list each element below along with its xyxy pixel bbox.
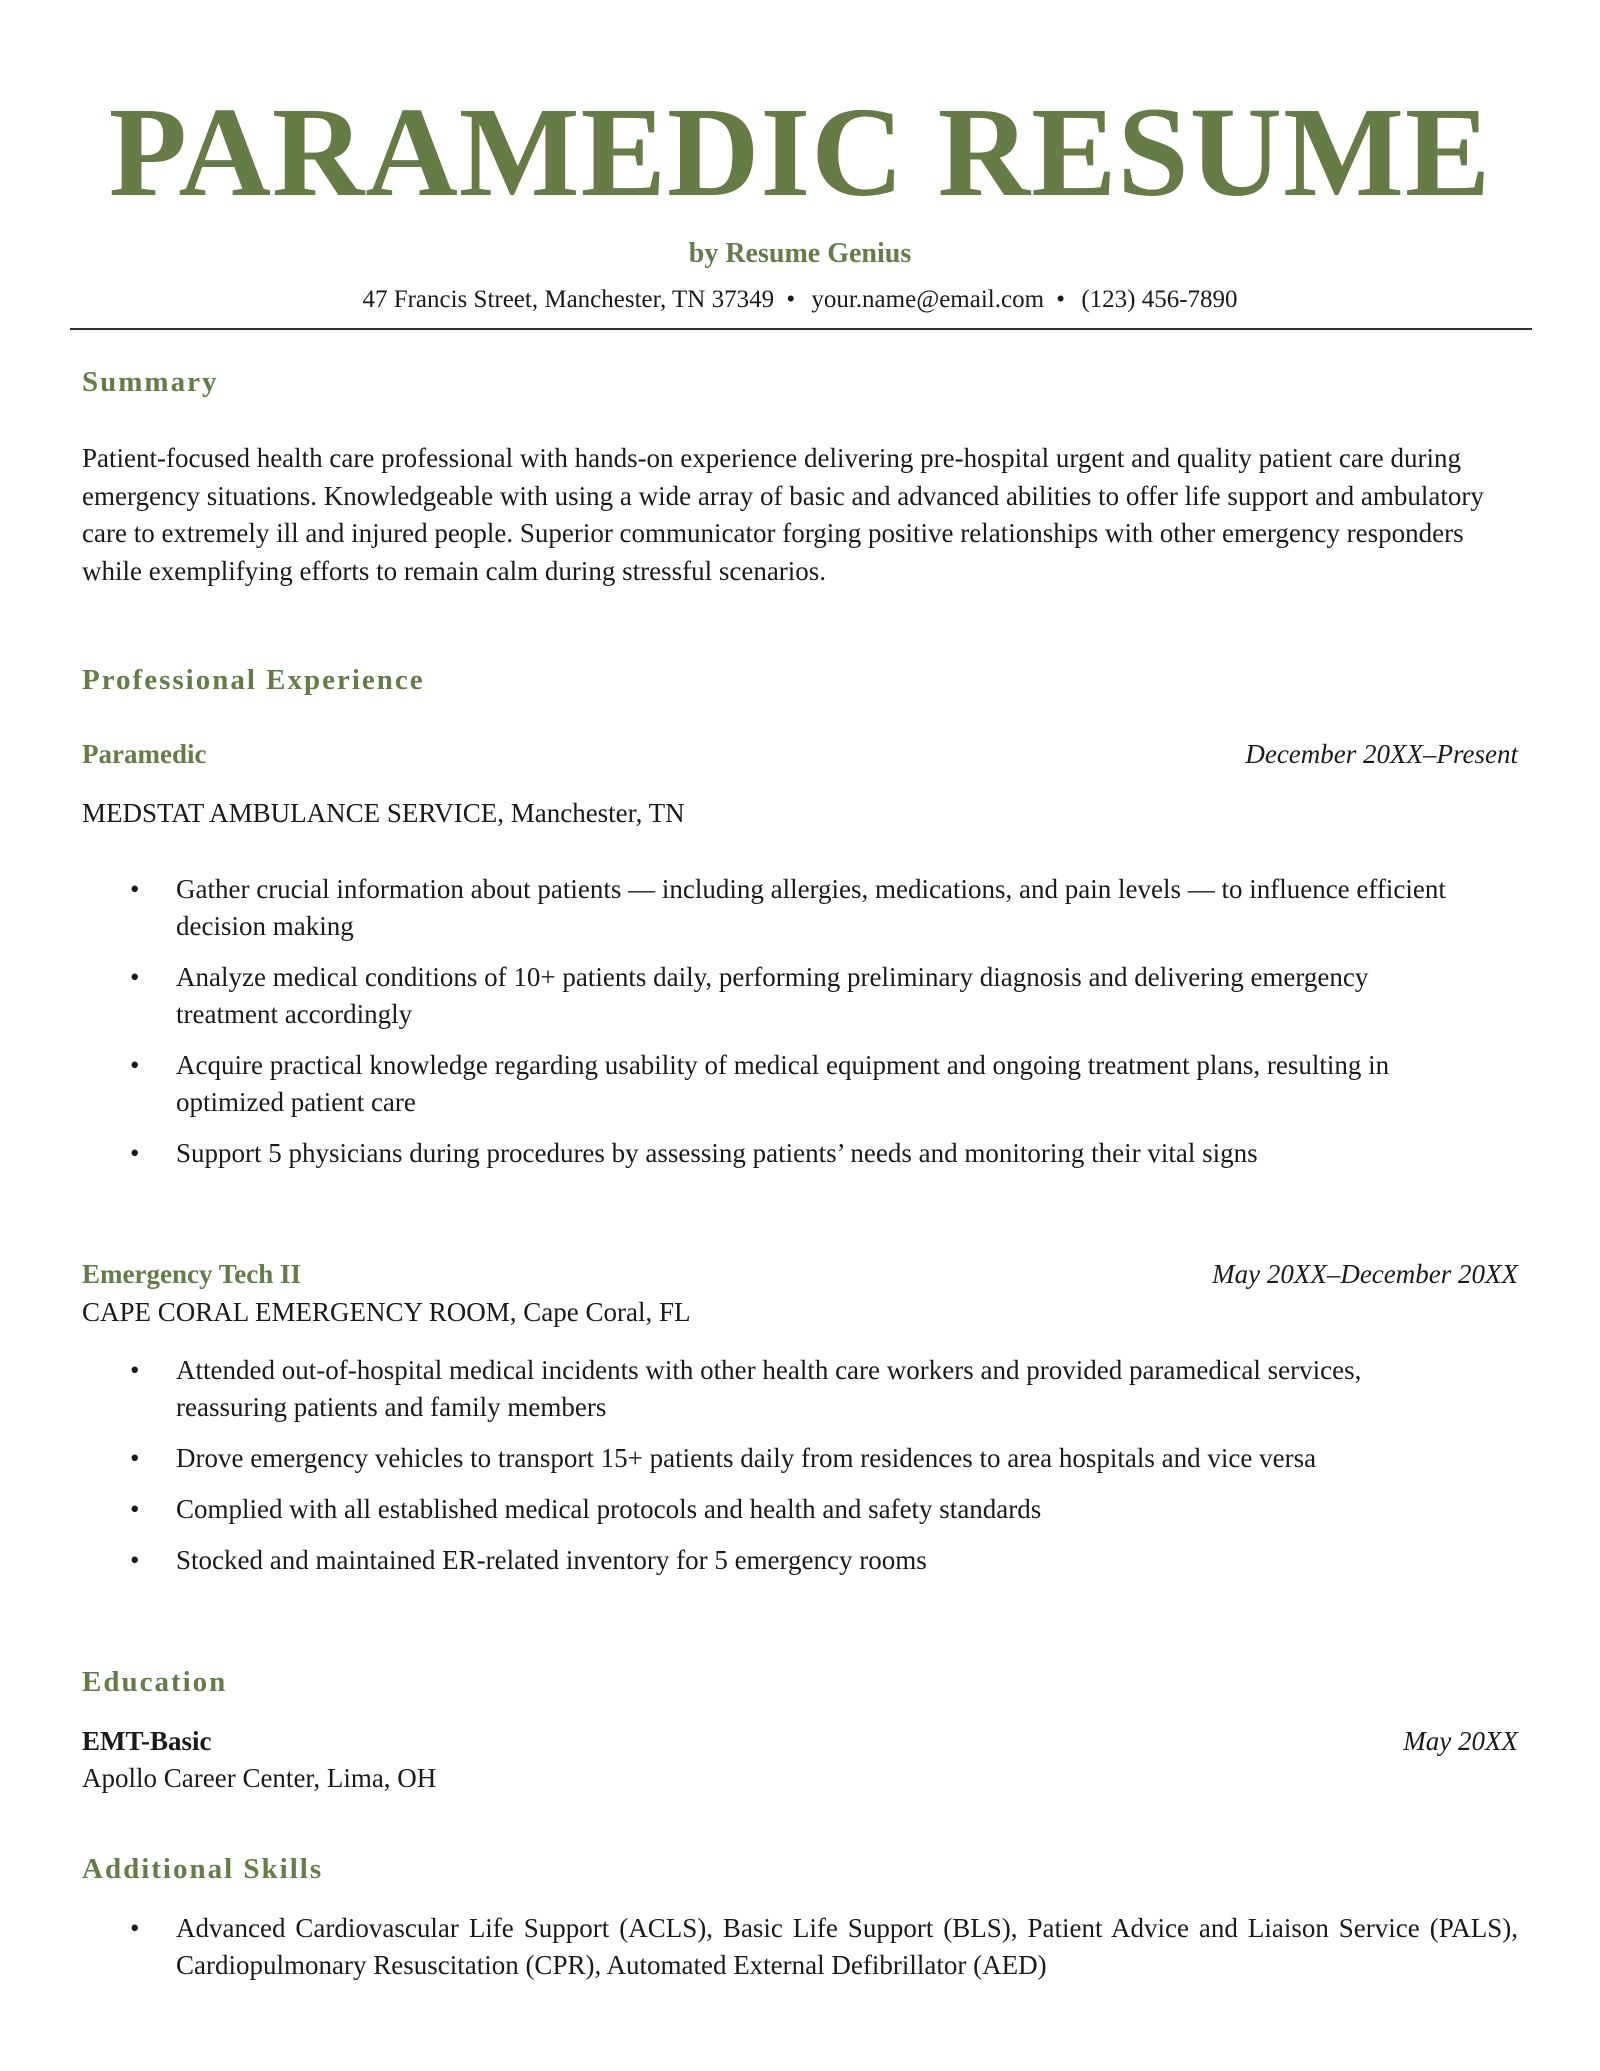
skills-list bbox=[82, 1910, 1522, 1998]
separator: • bbox=[786, 286, 796, 313]
experience-heading: Professional Experience bbox=[82, 664, 425, 696]
skill-item: • Advanced Cardiovascular Life Support (ACLS), Basic Life Support (BLS), Patient Advice and Liaison Service (PALS), Cardiopulmonary Resuscitation (CPR), Automated External Defibrillator (AED) bbox=[82, 1910, 1518, 1984]
bullet-item: • Complied with all established medical protocols and health and safety standards bbox=[82, 1491, 1451, 1528]
bullet-item: • Support 5 physicians during procedures by assessing patients’ needs and monitoring their vital signs bbox=[82, 1135, 1451, 1172]
education-header bbox=[82, 1726, 1518, 1757]
job-header bbox=[82, 739, 1518, 770]
job-employer: CAPE CORAL EMERGENCY ROOM, Cape Coral, FL bbox=[82, 1297, 691, 1327]
bullet-item: • Gather crucial information about patients — including allergies, medications, and pain levels — to influence efficient decision making bbox=[82, 871, 1451, 945]
contact-email: your.name@email.com bbox=[811, 286, 1045, 313]
job-dates: May 20XX–December 20XX bbox=[1212, 1259, 1518, 1289]
job-header bbox=[82, 1259, 1518, 1290]
job-bullets bbox=[82, 871, 1522, 1186]
degree: EMT-Basic bbox=[82, 1726, 212, 1756]
byline: by Resume Genius bbox=[688, 238, 912, 269]
separator: • bbox=[1056, 286, 1066, 313]
contact-address: 47 Francis Street, Manchester, TN 37349 bbox=[362, 286, 775, 313]
skills-heading: Additional Skills bbox=[82, 1853, 324, 1885]
contact-line bbox=[0, 286, 1600, 314]
education-heading: Education bbox=[82, 1666, 228, 1698]
summary-text: Patient-focused health care professional with hands-on experience delivering pre-hospital urgent and quality patient care during emergency situations. Knowledgeable with using a wide array of basic and advanced abilities to offer life support and ambulatory care to extremely ill and injured people. Superior communicator forging positive relationships with other emergency responders while exemplifying efforts to remain calm during stressful scenarios. bbox=[82, 443, 1484, 586]
school: Apollo Career Center, Lima, OH bbox=[82, 1763, 437, 1793]
job-bullets bbox=[82, 1352, 1522, 1593]
bullet-item: • Drove emergency vehicles to transport 15+ patients daily from residences to area hospitals and vice versa bbox=[82, 1440, 1451, 1477]
bullet-item: • Analyze medical conditions of 10+ patients daily, performing preliminary diagnosis and delivering emergency treatment accordingly bbox=[82, 959, 1451, 1033]
education-date: May 20XX bbox=[1403, 1726, 1518, 1756]
job-dates: December 20XX–Present bbox=[1245, 739, 1518, 769]
job-role: Emergency Tech II bbox=[82, 1259, 301, 1289]
bullet-item: • Stocked and maintained ER-related inventory for 5 emergency rooms bbox=[82, 1542, 1451, 1579]
bullet-item: • Attended out-of-hospital medical incidents with other health care workers and provided paramedical services, reassuring patients and family members bbox=[82, 1352, 1451, 1426]
contact-phone: (123) 456-7890 bbox=[1081, 286, 1238, 313]
header-divider bbox=[70, 328, 1532, 330]
job-role: Paramedic bbox=[82, 739, 207, 769]
summary-heading: Summary bbox=[82, 366, 219, 398]
bullet-item: • Acquire practical knowledge regarding usability of medical equipment and ongoing treatment plans, resulting in optimized patient care bbox=[82, 1047, 1451, 1121]
resume-title: PARAMEDIC RESUME bbox=[108, 81, 1492, 223]
job-employer: MEDSTAT AMBULANCE SERVICE, Manchester, TN bbox=[82, 798, 685, 828]
